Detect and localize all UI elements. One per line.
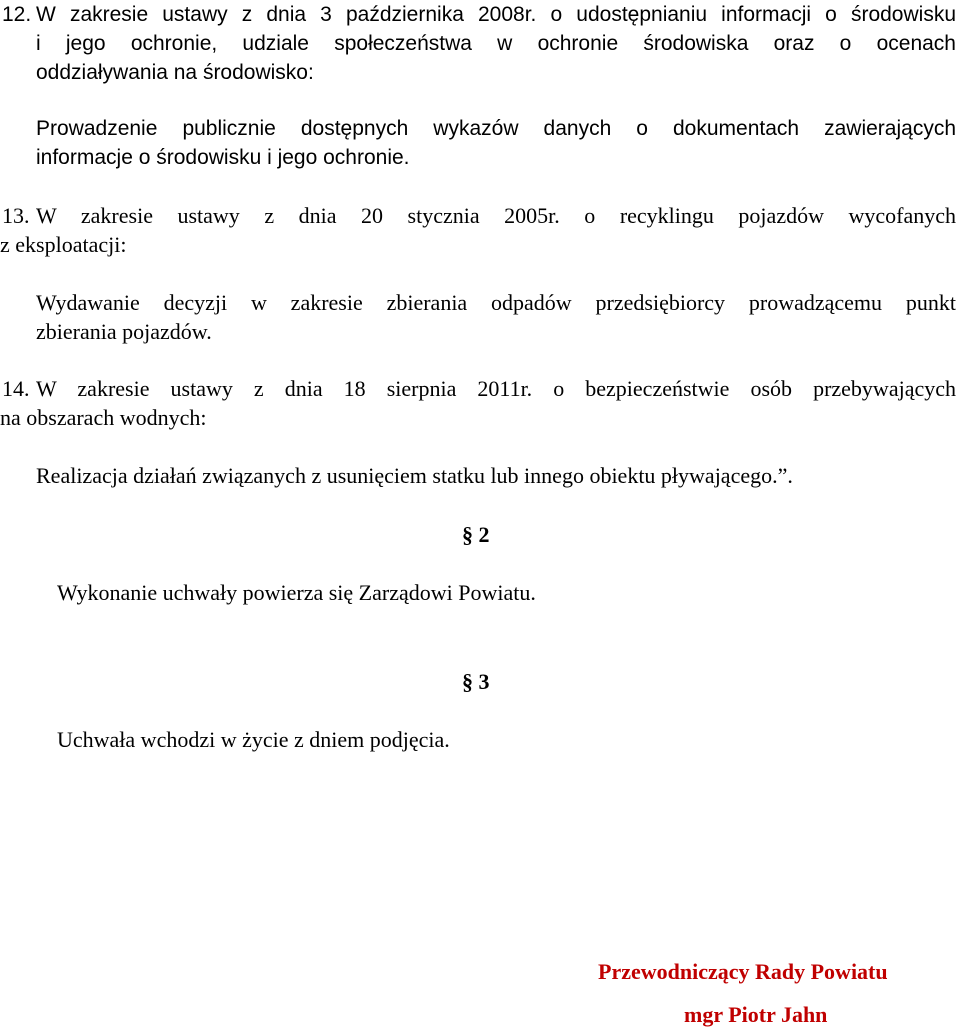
list-item-12: [0, 0, 956, 172]
item-number: 13.: [2, 203, 30, 228]
list-item-14: [0, 374, 956, 490]
item-body-line: zbierania pojazdów.: [36, 319, 212, 344]
section-text-3: Uchwała wchodzi w życie z dniem podjęcia.: [57, 727, 450, 752]
item-heading-line: W zakresie ustawy z dnia 18 sierpnia 2011r. o bezpieczeństwie osób przebywających: [36, 376, 956, 401]
section-text-2: Wykonanie uchwały powierza się Zarządowi Powiatu.: [57, 580, 536, 605]
signature-title: Przewodniczący Rady Powiatu: [598, 959, 888, 984]
section-mark-3: § 3: [462, 669, 490, 694]
item-heading-line: z eksploatacji:: [0, 232, 127, 257]
item-heading-line: na obszarach wodnych:: [0, 405, 207, 430]
section-mark-2: § 2: [462, 522, 490, 547]
item-heading: [0, 201, 956, 259]
item-body-line: Prowadzenie publicznie dostępnych wykazów danych o dokumentach zawierających: [36, 117, 956, 140]
item-body-line: Wydawanie decyzji w zakresie zbierania odpadów przedsiębiorcy prowadzącemu punkt: [36, 290, 956, 315]
item-body-line: Realizacja działań związanych z usunięciem statku lub innego obiektu pływającego.”.: [36, 463, 793, 488]
item-heading-line: W zakresie ustawy z dnia 3 października 2008r. o udostępnianiu informacji o środowisku: [36, 3, 956, 26]
item-number: 14.: [2, 376, 30, 401]
list-item-13: [0, 201, 956, 346]
item-number: 12.: [2, 3, 32, 26]
item-heading-line: W zakresie ustawy z dnia 20 stycznia 2005r. o recyklingu pojazdów wycofanych: [36, 203, 956, 228]
item-heading-line: oddziaływania na środowisko:: [36, 61, 314, 84]
item-body-line: informacje o środowisku i jego ochronie.: [36, 146, 410, 169]
item-heading-line: i jego ochronie, udziale społeczeństwa w ochronie środowiska oraz o ocenach: [36, 32, 956, 55]
item-heading: [0, 0, 956, 87]
item-body: [0, 461, 956, 490]
item-body: [0, 114, 956, 172]
signature-name: mgr Piotr Jahn: [684, 1002, 828, 1027]
item-body: [0, 288, 956, 346]
item-heading: [0, 374, 956, 432]
